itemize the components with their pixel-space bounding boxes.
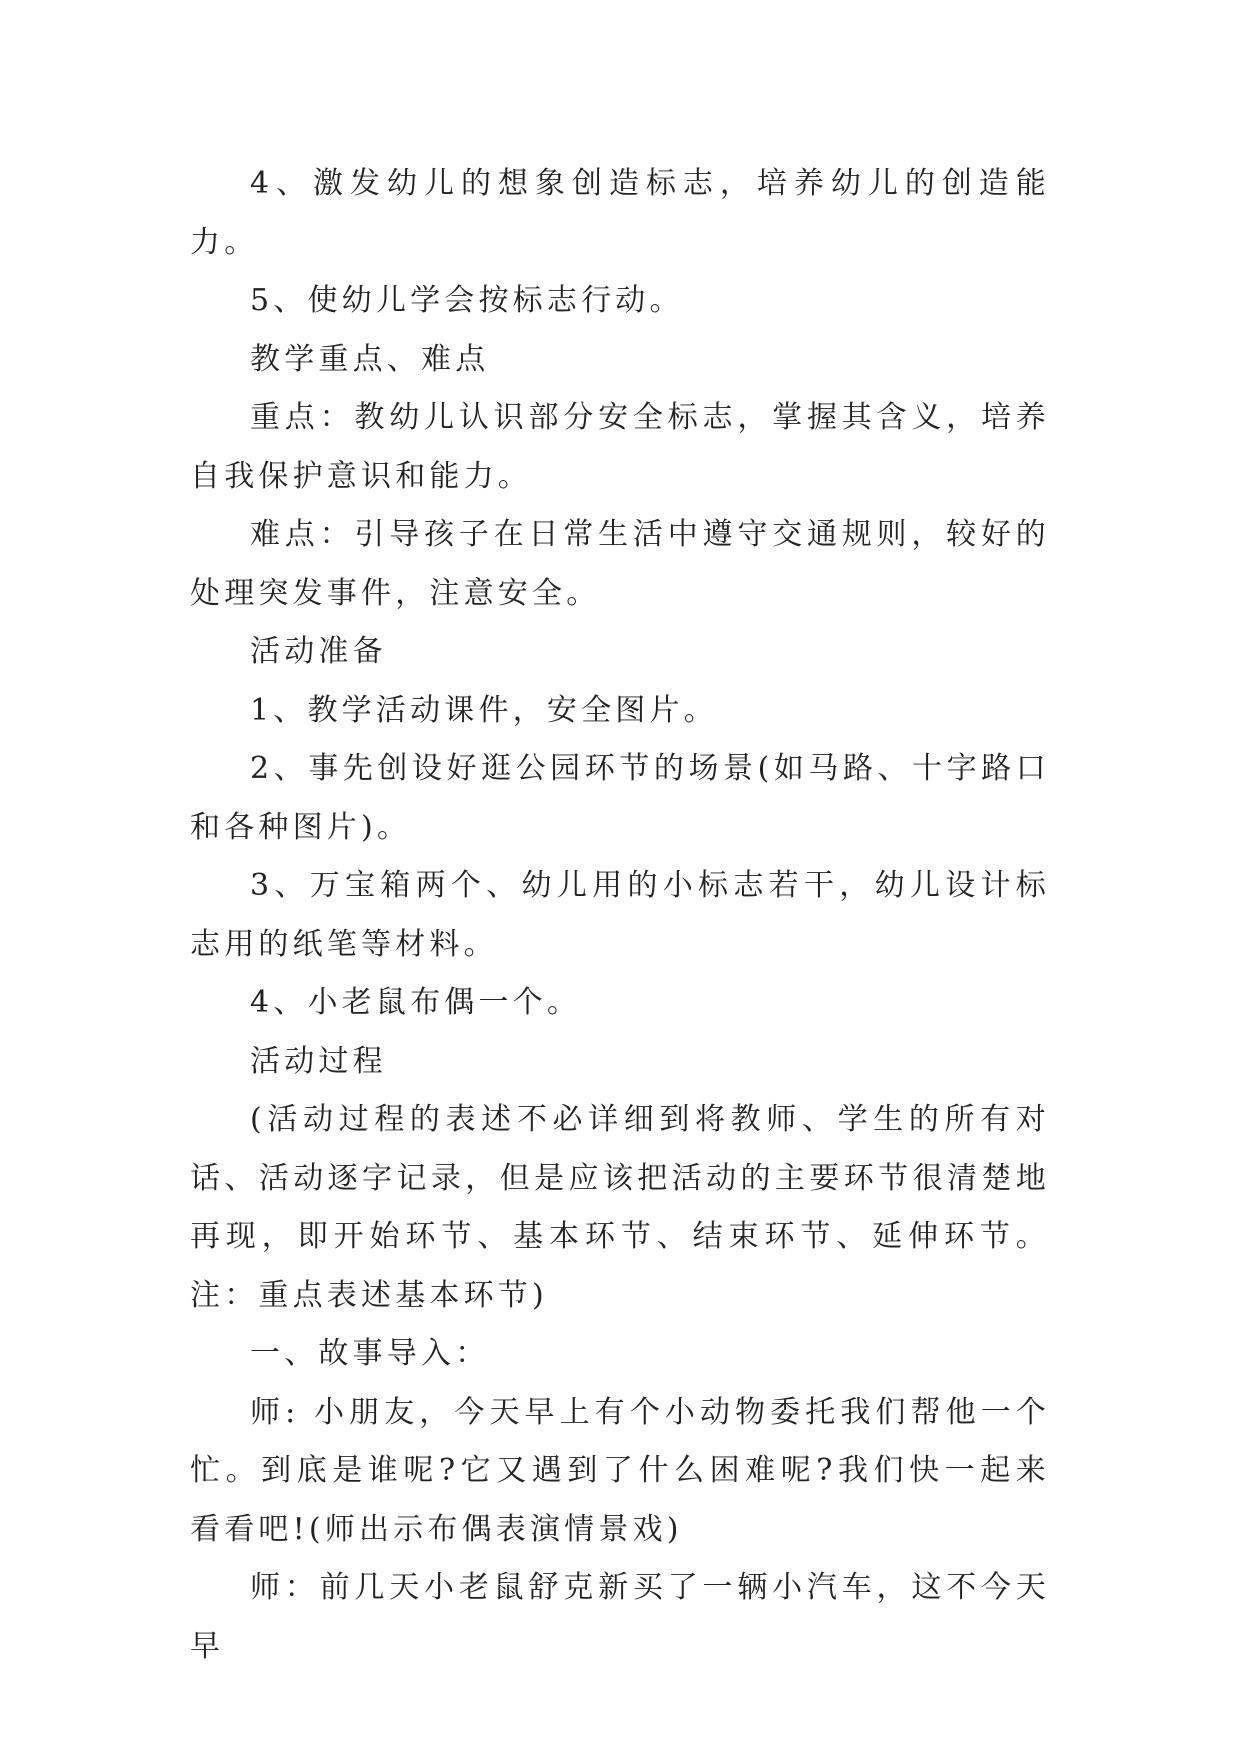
paragraph: 重点：教幼儿认识部分安全标志，掌握其含义，培养自我保护意识和能力。 (190, 400, 1050, 494)
paragraph: 一、故事导入： (250, 1336, 490, 1371)
paragraph: 师: 小朋友，今天早上有个小动物委托我们帮他一个忙。到底是谁呢?它又遇到了什么困难呢?我们快一起来看看吧!(师出示布偶表演情景戏) (190, 1394, 1050, 1547)
document-body (190, 155, 1050, 1676)
paragraph: 师：前几天小老鼠舒克新买了一辆小汽车，这不今天早 (190, 1570, 1050, 1664)
paragraph: 4、激发幼儿的想象创造标志，培养幼儿的创造能力。 (190, 166, 1050, 260)
paragraph: (活动过程的表述不必详细到将教师、学生的所有对话、活动逐字记录，但是应该把活动的主要环节很清楚地再现，即开始环节、基本环节、结束环节、延伸环节。注：重点表述基本环节) (190, 1102, 1050, 1313)
paragraph: 5、使幼儿学会按标志行动。 (250, 283, 684, 318)
paragraph: 难点：引导孩子在日常生活中遵守交通规则，较好的处理突发事件，注意安全。 (190, 517, 1050, 611)
section-heading: 教学重点、难点 (250, 341, 490, 377)
paragraph: 4、小老鼠布偶一个。 (250, 985, 582, 1020)
paragraph: 3、万宝箱两个、幼儿用的小标志若干，幼儿设计标志用的纸笔等材料。 (190, 868, 1050, 962)
section-heading: 活动准备 (250, 634, 387, 669)
section-heading: 活动过程 (250, 1043, 387, 1079)
paragraph: 2、事先创设好逛公园环节的场景(如马路、十字路口和各种图片)。 (190, 751, 1050, 845)
paragraph: 1、教学活动课件，安全图片。 (250, 692, 718, 728)
